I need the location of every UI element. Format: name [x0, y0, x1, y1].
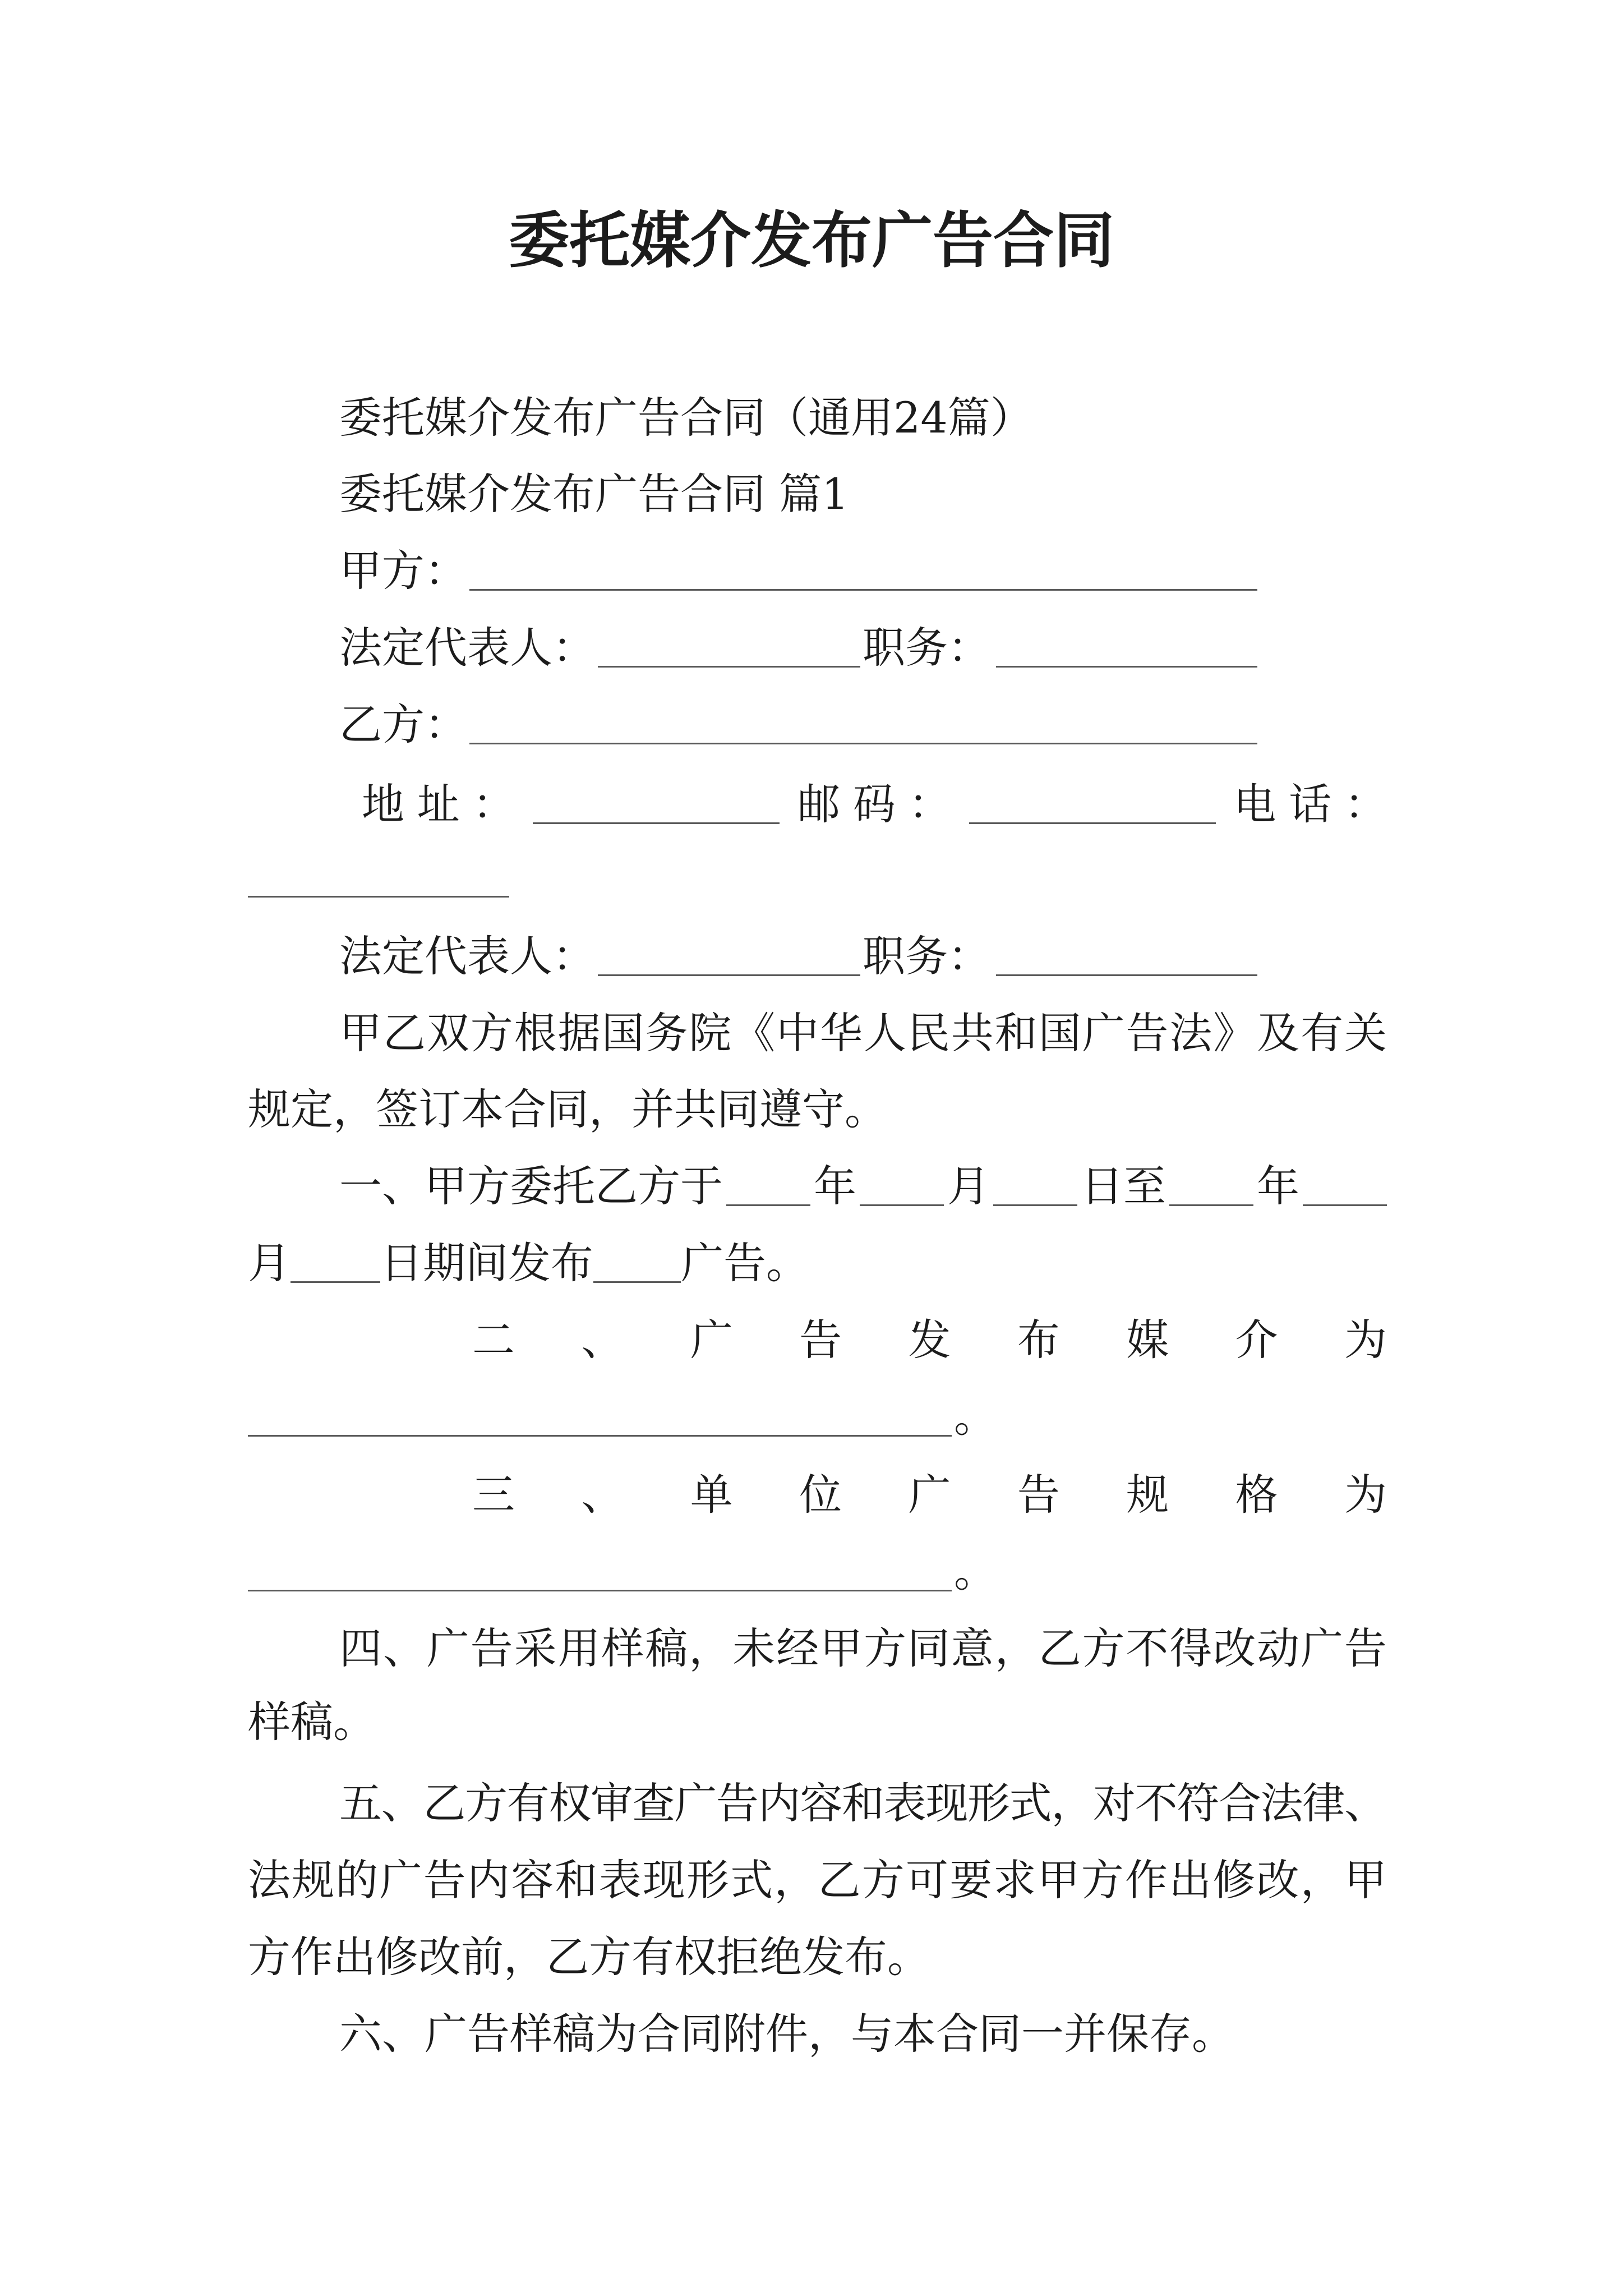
end-month-blank	[1303, 1166, 1387, 1206]
clause-2-line	[472, 1312, 1454, 1368]
start-day-blank	[993, 1166, 1077, 1206]
clause-3-line	[472, 1467, 1454, 1523]
period-text: 日期间发布	[380, 1238, 593, 1288]
clause-5-line	[339, 1775, 1387, 1832]
clause-4-line	[339, 1621, 1387, 1677]
document-title: 委托媒介发布广告合同	[508, 205, 1114, 276]
end-day-blank	[291, 1243, 380, 1283]
clause-5-text: 五、乙方有权审查广告内容和表现形式，对不符合法律、	[339, 1778, 1386, 1828]
postcode-blank	[969, 784, 1216, 824]
postcode-label: 邮码：	[797, 779, 964, 829]
clause-3-text: 三、单位广告规格为	[472, 1470, 1454, 1520]
contact-line	[362, 776, 1400, 832]
address-blank	[533, 784, 780, 824]
year-text: 年	[1257, 1161, 1299, 1211]
start-month-blank	[860, 1166, 944, 1206]
representative-blank	[598, 936, 860, 976]
media-blank	[248, 1397, 952, 1437]
clause-5-line	[248, 1852, 1387, 1908]
preamble-text: 甲乙双方根据国务院《中华人民共和国广告法》及有关	[339, 1008, 1388, 1058]
position-label: 职务：	[863, 623, 990, 673]
party-a-line	[339, 543, 1257, 599]
clause-1-line	[339, 1158, 1387, 1214]
clause-2-end: 。	[954, 1392, 997, 1442]
clause-4-line	[248, 1694, 376, 1750]
clause-4-text: 样稿。	[248, 1697, 376, 1747]
party-b-label: 乙方：	[339, 700, 467, 749]
party-a-label: 甲方：	[339, 546, 467, 596]
party-b-line	[339, 697, 1257, 753]
clause-2-line	[248, 1389, 997, 1445]
article-heading-line	[339, 466, 849, 522]
representative-label: 法定代表人：	[339, 623, 595, 673]
start-year-blank	[726, 1166, 810, 1206]
clause-1-end: 广告。	[681, 1238, 809, 1288]
clause-1-text: 一、甲方委托乙方于	[339, 1161, 723, 1211]
clause-1-line	[248, 1235, 809, 1291]
clause-3-end: 。	[954, 1547, 997, 1596]
position-blank	[996, 628, 1257, 668]
party-b-representative-line	[339, 928, 1257, 984]
clause-4-text: 四、广告采用样稿，未经甲方同意，乙方不得改动广告	[339, 1623, 1388, 1673]
party-b-blank	[469, 705, 1257, 744]
ad-subject-blank	[593, 1243, 681, 1283]
collection-title-line	[339, 390, 1033, 446]
phone-blank	[248, 857, 509, 897]
clause-6-text: 六、广告样稿为合同附件，与本合同一并保存。	[339, 2009, 1234, 2059]
clause-3-line	[248, 1544, 997, 1600]
clause-6-line	[339, 2006, 1234, 2062]
article-heading: 委托媒介发布广告合同 篇1	[339, 469, 849, 519]
address-label: 地址：	[362, 779, 528, 829]
month-text: 月	[947, 1161, 990, 1211]
collection-title: 委托媒介发布广告合同（通用24篇）	[339, 393, 1033, 443]
position-label: 职务：	[863, 931, 990, 981]
representative-label: 法定代表人：	[339, 931, 595, 981]
end-year-blank	[1169, 1166, 1253, 1206]
ad-size-blank	[248, 1552, 952, 1591]
clause-5-line	[248, 1929, 930, 1985]
year-text: 年	[814, 1161, 856, 1211]
phone-label: 电话：	[1233, 779, 1400, 829]
phone-blank-line	[248, 852, 509, 908]
month-text: 月	[248, 1238, 291, 1288]
party-a-blank	[469, 551, 1257, 591]
clause-5-text: 方作出修改前，乙方有权拒绝发布。	[248, 1932, 930, 1982]
clause-2-text: 二、广告发布媒介为	[472, 1315, 1454, 1365]
position-blank	[996, 936, 1257, 976]
day-to-text: 日至	[1081, 1161, 1166, 1211]
clause-5-text: 法规的广告内容和表现形式，乙方可要求甲方作出修改，甲	[248, 1855, 1389, 1905]
preamble-text: 规定，签订本合同，并共同遵守。	[248, 1084, 887, 1134]
preamble-line	[248, 1082, 887, 1138]
party-a-representative-line	[339, 620, 1257, 676]
preamble-line	[339, 1005, 1387, 1061]
representative-blank	[598, 628, 860, 668]
